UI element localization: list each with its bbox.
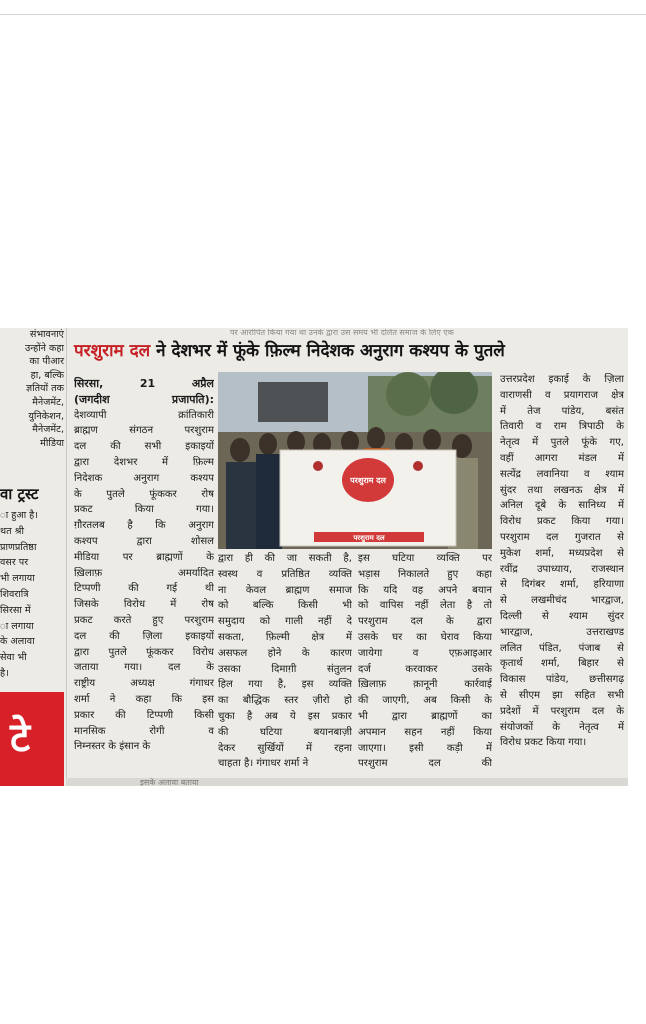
column-line: अनिल दूबे के सानिध्य में	[500, 500, 624, 512]
column-line: दल की सभी इकाइयों	[74, 441, 214, 453]
dateline-author: (जगदीश प्रजापति):	[74, 392, 214, 406]
column-line: संयोजकों के नेतृत्व में	[500, 721, 624, 733]
column-line: में तेज पांडेय, बसंत	[500, 405, 624, 417]
column-line: चुका है अब ये इस प्रकार	[218, 710, 352, 722]
column-line: चाहता है। गंगाधर शर्मा ने	[218, 758, 309, 770]
strip-line: ा लगाया	[0, 620, 34, 632]
red-fragment-letter: टे	[10, 715, 31, 761]
column-line: सकता, फ़िल्मी क्षेत्र में	[218, 631, 352, 643]
strip-line: शिवरात्रि	[0, 588, 29, 600]
column-line: समुदाय को गाली नहीं दे	[218, 616, 352, 628]
strip-line: सेवा भी	[0, 652, 27, 664]
column-line: ख़िलाफ़ अमर्यादित	[74, 567, 214, 579]
column-line: शर्मा ने कहा कि इस	[74, 693, 214, 705]
headline-highlight: परशुराम दल	[74, 341, 151, 361]
column-line: भी द्वारा ब्राह्मणों का	[358, 710, 492, 722]
column-line: द्वारा ही की जा सकती है,	[218, 553, 352, 564]
column-line: अपमान सहन नहीं किया	[358, 726, 492, 738]
column-line: निम्नस्तर के इंसान के	[74, 741, 151, 753]
column-line: विरोध प्रकट किया गया।	[500, 516, 624, 528]
column-line: दल की ज़िला इकाइयों	[74, 630, 214, 642]
strip-line: मैनेजमेंट,	[32, 396, 64, 408]
cut-off-bottom-text: इसके अलावा बताया	[140, 778, 199, 786]
column-line: असफल होने के कारण	[218, 647, 352, 659]
column-line: वाराणसी व प्रयागराज क्षेत्र	[500, 389, 624, 401]
column-line: उसके घर का घेराव किया	[358, 631, 492, 643]
strip-line: युनिकेशन,	[28, 410, 64, 422]
column-line: को बल्कि किसी भी	[218, 600, 352, 612]
column-line: उसका दिमाग़ी संतुलन	[218, 663, 352, 675]
column-line: विरोध प्रकट किया गया।	[500, 737, 587, 749]
red-masthead-fragment	[0, 692, 64, 786]
column-line: की घटिया बयानबाज़ी	[218, 726, 352, 738]
adjacent-article-strip	[0, 328, 67, 786]
column-line: की जाएगी, अब किसी के	[358, 695, 492, 707]
column-line: मानसिक रोगी व	[74, 725, 214, 737]
strip-line: मैनेजमेंट,	[32, 424, 64, 436]
column-line: हिल गया है, इस व्यक्ति	[218, 679, 352, 691]
column-line: जिसके विरोध में रोष	[74, 599, 214, 611]
banner-logo-text: परशुराम दल	[350, 476, 386, 485]
column-line: जाएगा। इसी कड़ी में	[358, 742, 492, 754]
column-line: टिप्पणी की गई थी	[74, 583, 214, 595]
strip-line: ा हुआ है।	[0, 510, 38, 521]
screen-top-divider	[0, 14, 646, 15]
strip-line: मीडिया	[40, 437, 64, 449]
strip-line: वसर पर	[0, 557, 29, 569]
strip-line: सिरसा में	[0, 604, 31, 616]
column-line: द्वारा पुतले फूंककर विरोध	[74, 646, 214, 658]
column-line: देकर सुर्खियों में रहना	[218, 742, 352, 754]
column-line: ना केवल ब्राह्मण समाज	[218, 584, 352, 596]
column-line: निदेशक अनुराग कश्यप	[74, 472, 214, 484]
column-line: सुंदर तथा लखनऊ क्षेत्र में	[500, 484, 624, 496]
column-line: वहीं आगरा मंडल में	[500, 452, 624, 464]
column-line: से सीएम झा सहित सभी	[500, 689, 624, 701]
article-column-2	[218, 551, 352, 772]
article-column-1	[74, 376, 214, 755]
column-line: द्वारा देशभर में फ़िल्म	[74, 456, 214, 468]
article-column-4	[500, 372, 624, 751]
strip-line: भी लगाया	[0, 573, 35, 585]
newspaper-clipping	[0, 328, 628, 786]
column-line: परशुराम दल की	[358, 758, 492, 770]
column-line: प्रकार की टिप्पणी किसी	[74, 709, 214, 721]
headline-rest: ने देशभर में फूंके फ़िल्म निदेशक अनुराग कश्यप के पुतले	[156, 341, 505, 361]
banner-footer-text: परशुराम दल	[353, 534, 385, 542]
strip-line: प्राणप्रतिष्ठा	[0, 541, 37, 553]
column-line: उत्तरप्रदेश इकाई के ज़िला	[500, 374, 624, 385]
protest-photo-illustration	[218, 372, 492, 549]
column-line: स्वस्थ व प्रतिष्ठित व्यक्ति	[218, 568, 352, 580]
column-line: को वापिस नहीं लेता है तो	[358, 600, 492, 612]
column-line: विकास पांडेय, छत्तीसगढ़	[500, 674, 624, 686]
article-headline	[74, 338, 628, 364]
strip-line: उन्होंने कहा	[24, 342, 64, 354]
protest-photo	[218, 372, 492, 549]
column-line: से लखमीचंद भारद्वाज,	[500, 595, 624, 607]
strip-line: संभावनाएं	[29, 329, 64, 340]
column-line: जायेगा व एफ़आइआर	[358, 647, 492, 659]
adjacent-article-body	[0, 508, 64, 682]
column-line: भड़ास निकालते हुए कहा	[358, 568, 492, 580]
column-line: भारद्वाज, उत्तराखण्ड	[500, 626, 624, 638]
cut-off-top-text: पर आरोपित किया गया था उनके द्वारा उस समय भी दलित समाज के लिए एक	[230, 329, 454, 336]
column-line: तिवारी व राम त्रिपाठी के	[500, 421, 624, 433]
column-line: मुकेश शर्मा, मध्यप्रदेश से	[500, 547, 624, 559]
strip-line: ज्ञतियों तक	[25, 383, 64, 395]
column-line: जताया गया। दल के	[74, 662, 214, 674]
strip-line: हा, बल्कि	[30, 369, 64, 381]
column-line: दर्ज करवाकर उसके	[358, 663, 492, 675]
column-line: कि यदि वह अपने बयान	[358, 584, 492, 596]
strip-line: है।	[0, 667, 9, 679]
strip-line: थत श्री	[0, 525, 24, 537]
adjacent-article-subhead: वा ट्रस्ट	[0, 485, 39, 503]
column-line: देशव्यापी क्रांतिकारी	[74, 409, 214, 421]
column-line: दिल्ली से श्याम सुंदर	[500, 610, 624, 622]
column-line: से दिगंबर शर्मा, हरियाणा	[500, 579, 624, 591]
column-line: ब्राह्मण संगठन परशुराम	[74, 425, 214, 437]
column-line: कृतार्थ शर्मा, बिहार से	[500, 658, 624, 670]
column-line: इस घटिया व्यक्ति पर	[358, 553, 492, 564]
column-line: का बौद्धिक स्तर ज़ीरो हो	[218, 695, 352, 707]
dateline: सिरसा, 21 अप्रैल	[74, 377, 214, 390]
column-line: मीडिया पर ब्राह्मणों के	[74, 551, 214, 563]
column-line: प्रकट किया गया।	[74, 504, 214, 516]
adjacent-article-lines	[0, 328, 64, 450]
strip-line: के अलावा	[0, 636, 35, 648]
column-line: रवींद्र उपाध्याय, राजस्थान	[500, 563, 624, 575]
column-line: नेतृत्व में पुतले फूंके गए,	[500, 437, 624, 449]
column-line: कश्यप द्वारा शोसल	[74, 535, 214, 547]
column-line: ललित पंडित, पंजाब से	[500, 642, 624, 654]
column-line: प्रकट करते हुए परशुराम	[74, 614, 214, 626]
article-column-3	[358, 551, 492, 772]
column-line: सत्येंद्र लवानिया व श्याम	[500, 468, 624, 480]
strip-line: का पीआर	[29, 356, 64, 368]
column-line: राष्ट्रीय अध्यक्ष गंगाधर	[74, 678, 214, 690]
column-line: ग़ौरतलब है कि अनुराग	[74, 520, 214, 532]
column-line: ख़िलाफ़ क़ानूनी कार्रवाई	[358, 679, 492, 691]
column-line: प्रदेशों में परशुराम दल के	[500, 705, 624, 717]
column-line: के पुतले फूंककर रोष	[74, 488, 214, 500]
column-line: परशुराम दल गुजरात से	[500, 531, 624, 543]
column-line: परशुराम दल के द्वारा	[358, 616, 492, 628]
